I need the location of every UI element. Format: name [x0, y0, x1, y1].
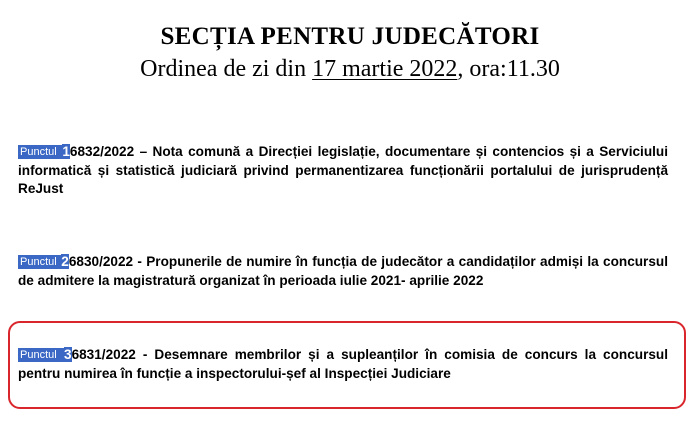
section-title: SECȚIA PENTRU JUDECĂTORI [160, 23, 540, 50]
annotation-highlight-box [8, 321, 686, 409]
subtitle-suffix: , ora:11.30 [457, 56, 560, 82]
point-number-2: 2 [61, 254, 69, 269]
point-number-1: 1 [62, 144, 70, 159]
agenda-item-2 [18, 253, 668, 290]
agenda-date: 17 martie 2022 [312, 56, 458, 82]
document-header [0, 22, 700, 84]
agenda-item-3-text: 6831/2022 - Desemnare membrilor și a supleanților în comisia de concurs la concursul pentru numirea în funcție a inspectorului-șef al Inspecției Judiciare [18, 347, 669, 381]
agenda-item-1-text: 6832/2022 – Nota comună a Direcției legislație, documentare și contencios și a Serviciului informatică și statistică judiciară privind permanentizarea funcționării portalului de jurisprudență ReJust [18, 144, 668, 196]
agenda-subtitle [0, 54, 700, 84]
point-number-3: 3 [64, 347, 72, 362]
agenda-item-1 [18, 143, 668, 198]
agenda-item-2-text: 6830/2022 - Propunerile de numire în funcția de judecător a candidaților admiși la concursul de admitere la magistratură organizat în perioada iulie 2021- aprilie 2022 [18, 254, 668, 288]
subtitle-prefix: Ordinea de zi din [140, 56, 313, 82]
point-label-3: Punctul [20, 349, 63, 361]
point-label-1: Punctul [20, 146, 62, 158]
point-label-2: Punctul [20, 256, 61, 268]
